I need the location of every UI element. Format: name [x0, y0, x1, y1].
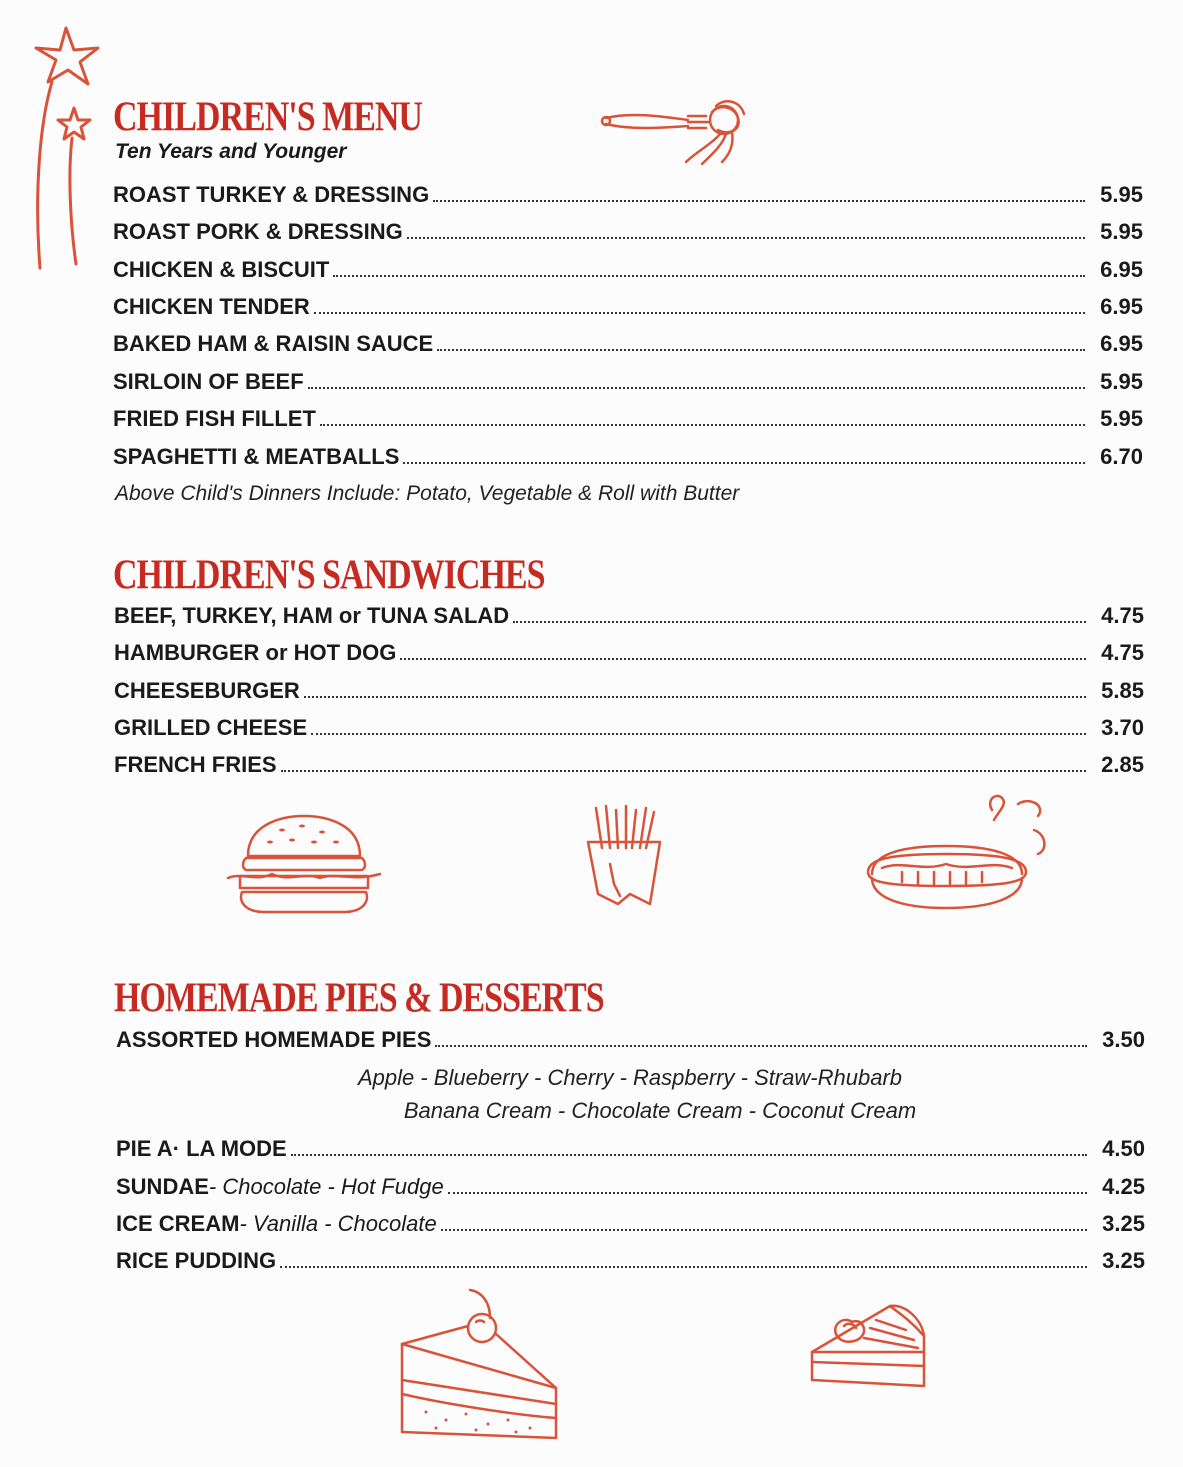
dot-leader	[403, 462, 1085, 464]
menu-item-price: 5.85	[1101, 678, 1144, 703]
dot-leader	[308, 387, 1085, 389]
sandwich-item-beef-turkey	[114, 603, 1144, 629]
menu-item-price: 4.75	[1101, 603, 1144, 628]
dot-leader	[333, 275, 1085, 277]
menu-item-name: SPAGHETTI & MEATBALLS	[113, 444, 400, 469]
menu-item-price: 5.95	[1100, 406, 1143, 431]
dot-leader	[291, 1154, 1087, 1156]
menu-item-price: 3.25	[1102, 1248, 1145, 1273]
dot-leader	[304, 696, 1086, 698]
menu-item-price: 3.70	[1101, 715, 1144, 740]
menu-item-baked-ham	[113, 331, 1143, 357]
menu-item-fried-fish	[113, 406, 1143, 432]
childrens-sandwiches-title: CHILDREN'S SANDWICHES	[113, 552, 545, 599]
dessert-item-sundae	[116, 1174, 1145, 1200]
menu-item-price: 4.50	[1102, 1136, 1145, 1161]
dot-leader	[314, 312, 1085, 314]
sandwich-item-french-fries	[114, 752, 1144, 778]
stars-icon	[26, 22, 110, 272]
dot-leader	[280, 1266, 1087, 1268]
fork-spaghetti-icon	[600, 94, 755, 166]
menu-item-name: ASSORTED HOMEMADE PIES	[116, 1027, 432, 1052]
childrens-menu-subtitle: Ten Years and Younger	[115, 140, 347, 163]
menu-item-name: HAMBURGER or HOT DOG	[114, 640, 397, 665]
french-fries-icon	[584, 804, 664, 908]
menu-item-sirloin	[113, 369, 1143, 395]
menu-item-options: - Chocolate - Hot Fudge	[208, 1174, 444, 1199]
menu-item-roast-turkey	[113, 182, 1143, 208]
menu-item-price: 4.75	[1101, 640, 1144, 665]
menu-item-name: FRIED FISH FILLET	[113, 406, 316, 431]
dot-leader	[441, 1229, 1087, 1231]
menu-item-name: ICE CREAM	[116, 1211, 240, 1236]
menu-item-price: 6.95	[1100, 294, 1143, 319]
childrens-menu-title: CHILDREN'S MENU	[113, 94, 422, 141]
cake-slice-icon	[396, 1282, 562, 1442]
sandwich-item-hamburger-hotdog	[114, 640, 1144, 666]
dessert-item-ice-cream	[116, 1211, 1145, 1237]
pie-flavors-line-2: Banana Cream - Chocolate Cream - Coconut Cream	[403, 1098, 917, 1123]
menu-item-price: 4.25	[1102, 1174, 1145, 1199]
dot-leader	[281, 770, 1086, 772]
menu-item-options: - Vanilla - Chocolate	[239, 1211, 437, 1236]
menu-item-chicken-biscuit	[113, 257, 1143, 283]
menu-item-price: 5.95	[1100, 369, 1143, 394]
menu-item-name: RICE PUDDING	[116, 1248, 277, 1273]
menu-item-name: CHICKEN TENDER	[113, 294, 310, 319]
menu-item-name: PIE A· LA MODE	[116, 1136, 287, 1161]
menu-item-price: 3.25	[1102, 1211, 1145, 1236]
dessert-item-rice-pudding	[116, 1248, 1145, 1274]
dot-leader	[407, 237, 1085, 239]
sandwich-item-cheeseburger	[114, 678, 1144, 704]
hamburger-icon	[222, 812, 384, 916]
dot-leader	[433, 200, 1085, 202]
dot-leader	[311, 733, 1086, 735]
dot-leader	[400, 658, 1086, 660]
menu-item-price: 3.50	[1102, 1027, 1145, 1052]
menu-item-price: 6.95	[1100, 331, 1143, 356]
desserts-title: HOMEMADE PIES & DESSERTS	[114, 975, 604, 1022]
menu-item-price: 5.95	[1100, 182, 1143, 207]
menu-item-spaghetti	[113, 444, 1143, 470]
menu-item-name: GRILLED CHEESE	[114, 715, 308, 740]
menu-item-price: 6.95	[1100, 257, 1143, 282]
menu-item-price: 5.95	[1100, 219, 1143, 244]
menu-item-name: CHICKEN & BISCUIT	[113, 257, 330, 282]
hot-dog-icon	[862, 790, 1058, 914]
menu-item-price: 6.70	[1100, 444, 1143, 469]
menu-item-name: SUNDAE	[116, 1174, 209, 1199]
dot-leader	[513, 621, 1086, 623]
pie-slice-icon	[806, 1300, 930, 1392]
menu-item-name: FRENCH FRIES	[114, 752, 277, 777]
menu-item-name: BEEF, TURKEY, HAM or TUNA SALAD	[114, 603, 510, 628]
menu-item-name: ROAST TURKEY & DRESSING	[113, 182, 430, 207]
menu-item-name: ROAST PORK & DRESSING	[113, 219, 403, 244]
menu-item-chicken-tender	[113, 294, 1143, 320]
dessert-item-pies	[116, 1027, 1145, 1053]
menu-item-roast-pork	[113, 219, 1143, 245]
dot-leader	[435, 1045, 1087, 1047]
dot-leader	[320, 424, 1085, 426]
dot-leader	[437, 349, 1085, 351]
dessert-item-pie-a-la-mode	[116, 1136, 1145, 1162]
menu-item-name: SIRLOIN OF BEEF	[113, 369, 304, 394]
menu-item-name: CHEESEBURGER	[114, 678, 300, 703]
sandwich-item-grilled-cheese	[114, 715, 1144, 741]
dot-leader	[448, 1192, 1087, 1194]
dinner-includes-note: Above Child's Dinners Include: Potato, Vegetable & Roll with Butter	[115, 482, 740, 505]
menu-item-name: BAKED HAM & RAISIN SAUCE	[113, 331, 434, 356]
menu-item-price: 2.85	[1101, 752, 1144, 777]
pie-flavors-line-1: Apple - Blueberry - Cherry - Raspberry - Straw-Rhubarb	[357, 1065, 903, 1090]
